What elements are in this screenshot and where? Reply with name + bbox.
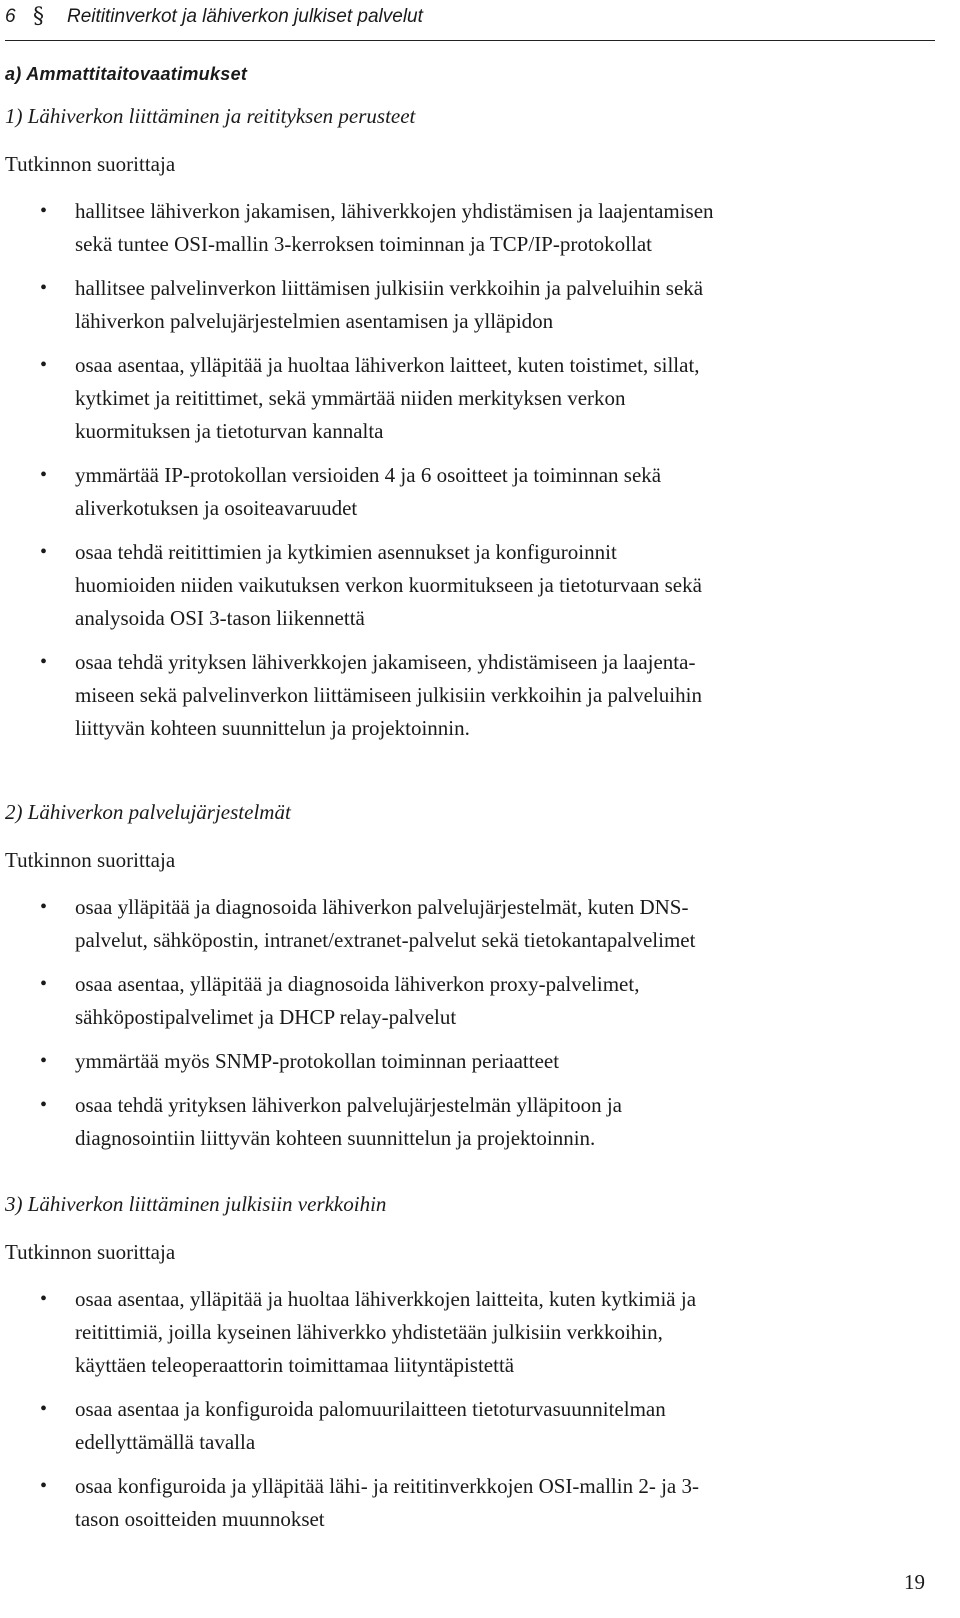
- list-item: [5, 1089, 905, 1155]
- item-line: palvelut, sähköpostin, intranet/extranet-palvelut sekä tietokantapalvelimet: [75, 928, 696, 952]
- item-line: osaa asentaa, ylläpitää ja huoltaa lähiverkon laitteet, kuten toistimet, sillat,: [75, 353, 700, 377]
- bullet: •: [40, 1288, 48, 1310]
- section-1-list: [5, 195, 905, 756]
- header-title: Reititinverkot ja lähiverkon julkiset palvelut: [67, 6, 423, 27]
- section-symbol: §: [33, 4, 44, 29]
- bullet: •: [40, 1475, 48, 1497]
- item-line: lähiverkon palvelujärjestelmien asentamisen ja ylläpidon: [75, 309, 554, 333]
- section-1-title: 1) Lähiverkon liittäminen ja reitityksen perusteet: [5, 104, 416, 128]
- item-line: liittyvän kohteen suunnittelun ja projektoinnin.: [75, 716, 470, 740]
- item-line: osaa asentaa, ylläpitää ja huoltaa lähiverkkojen laitteita, kuten kytkimiä ja: [75, 1287, 697, 1311]
- item-line: sekä tuntee OSI-mallin 3-kerroksen toiminnan ja TCP/IP-protokollat: [75, 232, 653, 256]
- bullet: •: [40, 1398, 48, 1420]
- item-line: osaa tehdä reitittimien ja kytkimien asennukset ja konfiguroinnit: [75, 540, 617, 564]
- item-line: aliverkotuksen ja osoiteavaruudet: [75, 496, 358, 520]
- section-3-role: Tutkinnon suorittaja: [5, 1240, 176, 1264]
- bullet: •: [40, 464, 48, 486]
- item-line: kuormituksen ja tietoturvan kannalta: [75, 419, 384, 443]
- item-line: osaa konfiguroida ja ylläpitää lähi- ja reititinverkkojen OSI-mallin 2- ja 3-: [75, 1474, 699, 1498]
- list-item: [5, 272, 905, 338]
- list-item: [5, 1470, 905, 1536]
- item-line: reitittimiä, joilla kyseinen lähiverkko yhdistetään julkisiin verkkoihin,: [75, 1320, 663, 1344]
- item-line: hallitsee lähiverkon jakamisen, lähiverkkojen yhdistämisen ja laajentamisen: [75, 199, 714, 223]
- bullet: •: [40, 200, 48, 222]
- list-item: [5, 459, 905, 525]
- list-item: [5, 968, 905, 1034]
- item-line: sähköpostipalvelimet ja DHCP relay-palvelut: [75, 1005, 457, 1029]
- section-2-list: [5, 891, 905, 1166]
- section-2-role: Tutkinnon suorittaja: [5, 848, 176, 872]
- list-item: [5, 1393, 905, 1459]
- item-line: diagnosointiin liittyvän kohteen suunnittelun ja projektoinnin.: [75, 1126, 596, 1150]
- item-line: huomioiden niiden vaikutuksen verkon kuormitukseen ja tietoturvaan sekä: [75, 573, 702, 597]
- bullet: •: [40, 651, 48, 673]
- list-item: [5, 1045, 905, 1078]
- bullet: •: [40, 1050, 48, 1072]
- section-3-list: [5, 1283, 905, 1547]
- bullet: •: [40, 1094, 48, 1116]
- item-line: hallitsee palvelinverkon liittämisen julkisiin verkkoihin ja palveluihin sekä: [75, 276, 704, 300]
- item-line: käyttäen teleoperaattorin toimittamaa liityntäpistettä: [75, 1353, 515, 1377]
- requirements-heading: a) Ammattitaitovaatimukset: [5, 64, 248, 84]
- section-2-title: 2) Lähiverkon palvelujärjestelmät: [5, 800, 291, 824]
- item-line: tason osoitteiden muunnokset: [75, 1507, 325, 1531]
- running-header: [5, 0, 935, 41]
- item-line: miseen sekä palvelinverkon liittämiseen julkisiin verkkoihin ja palveluihin: [75, 683, 702, 707]
- item-line: edellyttämällä tavalla: [75, 1430, 256, 1454]
- section-1-role: Tutkinnon suorittaja: [5, 152, 176, 176]
- item-line: ymmärtää IP-protokollan versioiden 4 ja 6 osoitteet ja toiminnan sekä: [75, 463, 662, 487]
- item-line: ymmärtää myös SNMP-protokollan toiminnan periaatteet: [75, 1049, 560, 1073]
- list-item: [5, 646, 905, 745]
- list-item: [5, 1283, 905, 1382]
- bullet: •: [40, 541, 48, 563]
- list-item: [5, 195, 905, 261]
- item-line: osaa tehdä yrityksen lähiverkkojen jakamiseen, yhdistämiseen ja laajenta-: [75, 650, 696, 674]
- list-item: [5, 891, 905, 957]
- bullet: •: [40, 896, 48, 918]
- chapter-number: 6: [5, 6, 16, 27]
- item-line: osaa tehdä yrityksen lähiverkon palvelujärjestelmän ylläpitoon ja: [75, 1093, 622, 1117]
- item-line: osaa asentaa, ylläpitää ja diagnosoida lähiverkon proxy-palvelimet,: [75, 972, 640, 996]
- item-line: analysoida OSI 3-tason liikennettä: [75, 606, 365, 630]
- list-item: [5, 536, 905, 635]
- item-line: osaa ylläpitää ja diagnosoida lähiverkon palvelujärjestelmät, kuten DNS-: [75, 895, 689, 919]
- bullet: •: [40, 973, 48, 995]
- item-line: kytkimet ja reitittimet, sekä ymmärtää niiden merkityksen verkon: [75, 386, 626, 410]
- section-3-title: 3) Lähiverkon liittäminen julkisiin verkkoihin: [5, 1192, 387, 1216]
- bullet: •: [40, 277, 48, 299]
- item-line: osaa asentaa ja konfiguroida palomuurilaitteen tietoturvasuunnitelman: [75, 1397, 666, 1421]
- page-number: 19: [904, 1570, 925, 1594]
- list-item: [5, 349, 905, 448]
- bullet: •: [40, 354, 48, 376]
